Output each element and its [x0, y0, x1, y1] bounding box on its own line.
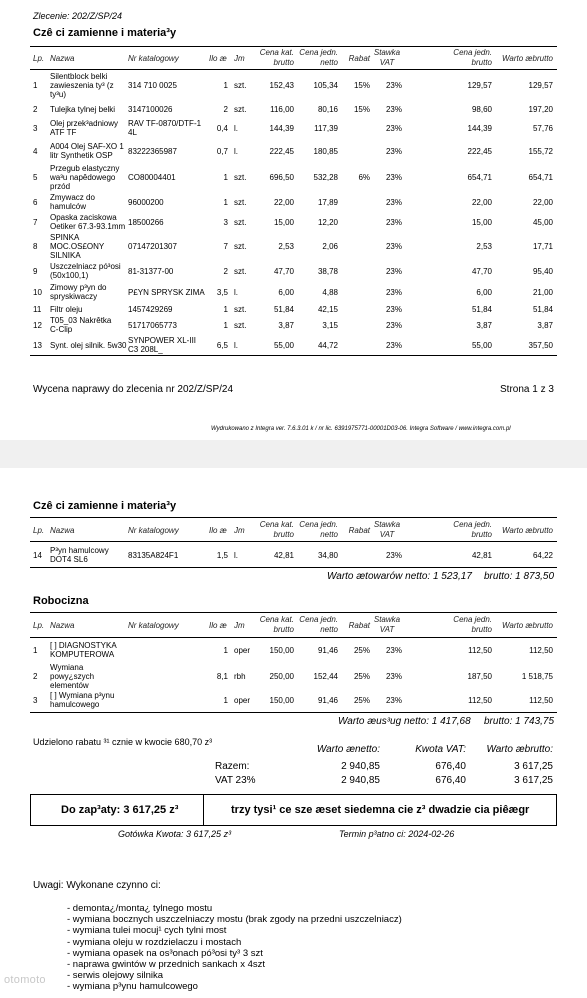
header-price-gross: Cena jedn.	[453, 520, 492, 529]
header-price-cat-2: brutto	[273, 530, 294, 539]
part-name-line: C-Clip	[50, 325, 73, 334]
part-catalog-line: 83222365987	[128, 147, 177, 156]
part-vat: 23%	[385, 124, 402, 133]
remark-item: - wymiana opasek na os³onach pó³osi ty³ 3 szt	[67, 947, 263, 959]
remark-item: - demonta¿/monta¿ tylnego mostu	[67, 903, 213, 914]
part-qty: 1,5	[216, 551, 228, 560]
part-jm: l.	[234, 551, 238, 560]
labor-name-line: Wymiana	[50, 663, 84, 672]
header-qty: Ilo æ	[209, 621, 227, 630]
part-name-line: SILNIKA	[50, 251, 81, 260]
part-jm: szt.	[234, 198, 247, 207]
part-pnet: 2,06	[322, 242, 338, 251]
remark-item: - naprawa gwintów w przednich sankach x 4szt	[67, 959, 266, 970]
part-pnet: 532,28	[313, 173, 338, 182]
summary-vat-net: 2 940,85	[341, 775, 380, 786]
header-value-gross: Warto æbrutto	[502, 526, 553, 535]
part-qty: 1	[223, 321, 228, 330]
part-catalog-line: 314 710 0025	[128, 81, 177, 90]
labor-name-line: [ ] DIAGNOSTYKA	[50, 641, 117, 650]
part-pgross: 6,00	[476, 288, 492, 297]
part-qty: 1	[223, 198, 228, 207]
part-pcat: 6,00	[278, 288, 294, 297]
part-lp: 11	[33, 305, 42, 314]
header-value-gross: Warto æbrutto	[502, 621, 553, 630]
part-pcat: 2,53	[278, 242, 294, 251]
header-price-cat: Cena kat.	[259, 520, 294, 529]
header-discount: Rabat	[348, 621, 370, 630]
part-pnet: 117,39	[314, 124, 338, 133]
labor-vat: 23%	[385, 696, 402, 705]
part-rab: 15%	[353, 105, 370, 114]
part-qty: 1	[223, 81, 228, 90]
part-lp: 9	[33, 267, 38, 276]
part-name-line: (50x100,1)	[50, 271, 89, 280]
part-jm: l.	[234, 124, 238, 133]
part-name-line: DOT4 SL6	[50, 555, 88, 564]
summary-header-gross: Warto æbrutto:	[486, 744, 553, 755]
section-title-parts-cont: Czê ci zamienne i materia³y	[33, 500, 177, 512]
part-name-line: Filtr oleju	[50, 305, 83, 314]
labor-jm: oper	[234, 696, 251, 705]
table-rule	[30, 517, 557, 518]
header-catalog: Nr katalogowy	[128, 621, 179, 630]
header-vat-2: VAT	[379, 530, 395, 539]
part-lp: 6	[33, 198, 38, 207]
quote-footer: Wycena naprawy do zlecenia nr 202/Z/SP/24	[33, 384, 234, 395]
header-name: Nazwa	[50, 621, 75, 630]
part-vat: 23%	[385, 321, 402, 330]
part-catalog-line: 4L	[128, 128, 137, 137]
section-title-parts: Czê ci zamienne i materia³y	[33, 27, 177, 39]
labor-val: 1 518,75	[521, 672, 553, 681]
header-vat-2: VAT	[379, 625, 395, 634]
part-pcat: 144,39	[269, 124, 294, 133]
part-qty: 2	[223, 105, 228, 114]
part-pgross: 222,45	[467, 147, 492, 156]
part-pcat: 51,84	[273, 305, 294, 314]
labor-val: 112,50	[529, 696, 553, 705]
remarks-title: Uwagi: Wykonane czynno ci:	[33, 880, 161, 891]
part-pcat: 222,45	[269, 147, 294, 156]
part-name-line: Olej przek³adniowy	[50, 119, 119, 128]
to-pay: Do zap³aty: 3 617,25 z³	[61, 804, 179, 816]
part-catalog-line: C3 208L_	[128, 345, 163, 354]
part-vat: 23%	[385, 267, 402, 276]
part-val: 22,00	[532, 198, 553, 207]
header-price-cat-2: brutto	[273, 625, 294, 634]
table-rule	[30, 46, 557, 47]
part-lp: 13	[33, 341, 42, 350]
part-name-line: litr Synthetik OSP	[50, 151, 113, 160]
part-vat: 23%	[385, 105, 402, 114]
part-jm: szt.	[234, 242, 247, 251]
part-pgross: 144,39	[467, 124, 492, 133]
order-number: Zlecenie: 202/Z/SP/24	[33, 11, 123, 21]
part-qty: 3,5	[216, 288, 228, 297]
part-jm: szt.	[234, 173, 247, 182]
header-price-unit: Cena jedn.	[299, 615, 338, 624]
table-rule	[30, 612, 557, 613]
parts-total-gross: brutto: 1 873,50	[484, 571, 555, 582]
payment-term: Termin p³atno ci: 2024-02-26	[339, 829, 455, 839]
payment-box-divider	[203, 795, 204, 825]
part-name-line: wa³u napêdowego	[50, 173, 116, 182]
part-lp: 5	[33, 173, 38, 182]
part-val: 64,22	[532, 551, 553, 560]
part-pnet: 38,78	[317, 267, 338, 276]
part-lp: 7	[33, 218, 38, 227]
part-pnet: 17,89	[317, 198, 338, 207]
part-name-line: Opaska zaciskowa	[50, 213, 117, 222]
header-qty: Ilo æ	[209, 526, 227, 535]
part-val: 3,87	[537, 321, 553, 330]
labor-total-net: Warto æus³ug netto: 1 417,68	[338, 716, 471, 727]
part-qty: 7	[223, 242, 228, 251]
summary-razem-net: 2 940,85	[341, 761, 380, 772]
part-vat: 23%	[385, 341, 402, 350]
summary-header-vat: Kwota VAT:	[415, 744, 466, 755]
part-lp: 8	[33, 242, 38, 251]
part-vat: 23%	[385, 551, 402, 560]
labor-name-line: powy¿szych	[50, 672, 95, 681]
part-rab: 15%	[353, 81, 370, 90]
labor-qty: 1	[223, 696, 228, 705]
part-name-line: zawieszenia ty³ (z	[50, 81, 114, 90]
part-jm: l.	[234, 288, 238, 297]
part-lp: 10	[33, 288, 42, 297]
labor-total-gross: brutto: 1 743,75	[484, 716, 555, 727]
header-unit: Jm	[234, 54, 245, 63]
part-vat: 23%	[385, 198, 402, 207]
labor-pcat: 150,00	[269, 696, 294, 705]
labor-pgross: 112,50	[468, 646, 492, 655]
table-rule	[30, 69, 557, 70]
labor-lp: 1	[33, 646, 38, 655]
header-lp: Lp.	[33, 54, 45, 63]
summary-vat-gross: 3 617,25	[514, 775, 553, 786]
labor-name-line: KOMPUTEROWA	[50, 650, 115, 659]
part-name-line: Oetiker 67.3-93.1mm	[50, 222, 126, 231]
part-vat: 23%	[385, 242, 402, 251]
part-pnet: 44,72	[317, 341, 338, 350]
parts-total-net: Warto ætowarów netto: 1 523,17	[327, 571, 472, 582]
header-price-cat: Cena kat.	[259, 615, 294, 624]
part-pcat: 15,00	[273, 218, 294, 227]
header-value-gross: Warto æbrutto	[502, 54, 553, 63]
header-vat: Stawka	[373, 520, 401, 529]
labor-pcat: 150,00	[269, 646, 294, 655]
summary-razem-vat: 676,40	[435, 761, 466, 772]
part-jm: szt.	[234, 105, 247, 114]
header-price-unit-2: netto	[320, 58, 338, 67]
labor-pgross: 187,50	[467, 672, 492, 681]
part-name-line: Uszczelniacz pó³osi	[50, 262, 121, 271]
summary-razem-label: Razem:	[215, 761, 250, 772]
part-name-line: Silentblock belki	[50, 72, 108, 81]
part-val: 654,71	[528, 173, 553, 182]
watermark: otomoto	[4, 974, 46, 986]
part-name-line: Tulejka tylnej belki	[50, 105, 116, 114]
part-qty: 6,5	[216, 341, 228, 350]
part-qty: 2	[223, 267, 228, 276]
part-catalog-line: 07147201307	[128, 242, 177, 251]
part-pnet: 105,34	[313, 81, 338, 90]
remark-item: - wymiana tulei mocuj¹ cych tylni most	[67, 925, 227, 937]
part-pgross: 98,60	[471, 105, 492, 114]
header-vat: Stawka	[373, 48, 401, 57]
part-pgross: 51,84	[471, 305, 492, 314]
part-pcat: 42,81	[273, 551, 294, 560]
part-name-line: MOC.OS£ONY	[50, 242, 105, 251]
table-rule	[30, 355, 557, 356]
part-catalog-line: RAV TF-0870/DTF-1	[128, 119, 202, 128]
part-name-line: spryskiwaczy	[50, 292, 98, 301]
part-vat: 23%	[385, 81, 402, 90]
part-val: 155,72	[528, 147, 553, 156]
document-page-1	[0, 0, 587, 440]
part-jm: szt.	[234, 218, 247, 227]
part-jm: szt.	[234, 267, 247, 276]
part-name-line: ty³u)	[50, 90, 66, 99]
part-vat: 23%	[385, 173, 402, 182]
labor-vat: 23%	[385, 646, 402, 655]
part-lp: 14	[33, 551, 42, 560]
to-pay-words: trzy tysi¹ ce sze æset siedemna cie z³ dwadzie cia piêægr	[231, 804, 530, 816]
part-pcat: 152,43	[269, 81, 294, 90]
summary-razem-gross: 3 617,25	[514, 761, 553, 772]
part-pgross: 55,00	[471, 341, 492, 350]
header-price-unit: Cena jedn.	[299, 48, 338, 57]
part-catalog-line: 96000200	[128, 198, 164, 207]
part-pgross: 654,71	[467, 173, 492, 182]
header-unit: Jm	[234, 621, 245, 630]
part-catalog-line: CO80004401	[128, 173, 176, 182]
remark-item: - wymiana oleju w rozdzielaczu i mostach	[67, 936, 242, 948]
part-pnet: 180,85	[313, 147, 338, 156]
part-name-line: Przegub elastyczny	[50, 164, 120, 173]
part-jm: szt.	[234, 81, 247, 90]
part-qty: 3	[223, 218, 228, 227]
header-lp: Lp.	[33, 621, 45, 630]
part-qty: 1	[223, 173, 228, 182]
page-number: Strona 1 z 3	[500, 384, 554, 395]
part-jm: l.	[234, 341, 238, 350]
part-name-line: P³yn hamulcowy	[50, 546, 109, 555]
header-unit: Jm	[234, 526, 245, 535]
header-vat: Stawka	[373, 615, 401, 624]
header-price-cat-2: brutto	[273, 58, 294, 67]
header-price-unit: Cena jedn.	[299, 520, 338, 529]
part-pcat: 47,70	[273, 267, 294, 276]
part-name-line: przód	[50, 182, 71, 191]
part-pgross: 22,00	[471, 198, 492, 207]
part-name-line: ATF TF	[50, 128, 77, 137]
part-val: 21,00	[532, 288, 553, 297]
part-pgross: 42,81	[471, 551, 492, 560]
payment-cash: Gotówka Kwota: 3 617,25 z³	[118, 829, 232, 839]
table-rule	[30, 712, 557, 713]
part-name-line: hamulców	[50, 202, 87, 211]
part-vat: 23%	[385, 288, 402, 297]
part-pnet: 34,80	[317, 551, 338, 560]
header-price-gross-2: brutto	[471, 58, 492, 67]
labor-pnet: 152,44	[313, 672, 338, 681]
header-price-gross-2: brutto	[471, 625, 492, 634]
labor-qty: 8,1	[216, 672, 228, 681]
part-catalog-line: 81-31377-00	[128, 267, 174, 276]
labor-pcat: 250,00	[269, 672, 294, 681]
labor-name-line: hamulcowego	[50, 700, 100, 709]
part-jm: szt.	[234, 321, 247, 330]
labor-lp: 3	[33, 696, 38, 705]
part-pcat: 116,00	[270, 105, 294, 114]
part-vat: 23%	[385, 305, 402, 314]
header-discount: Rabat	[348, 526, 370, 535]
header-lp: Lp.	[33, 526, 45, 535]
part-qty: 0,7	[216, 147, 228, 156]
labor-rab: 25%	[353, 646, 370, 655]
part-vat: 23%	[385, 147, 402, 156]
part-pgross: 2,53	[476, 242, 492, 251]
payment-box	[30, 794, 557, 826]
part-qty: 1	[223, 305, 228, 314]
page-gap	[0, 440, 587, 468]
part-name-line: Synt. olej silnik. 5w30	[50, 341, 127, 350]
part-catalog-line: 51717065773	[128, 321, 177, 330]
labor-jm: oper	[234, 646, 251, 655]
part-pcat: 55,00	[273, 341, 294, 350]
header-vat-2: VAT	[379, 58, 395, 67]
part-name-line: A004 Olej SAF-XO 1	[50, 142, 124, 151]
part-catalog-line: 3147100026	[128, 105, 173, 114]
part-catalog-line: 83135A824F1	[128, 551, 179, 560]
table-rule	[30, 541, 557, 542]
labor-rab: 25%	[353, 672, 370, 681]
part-lp: 12	[33, 321, 42, 330]
table-rule	[30, 567, 557, 568]
header-price-gross-2: brutto	[471, 530, 492, 539]
part-catalog-line: SYNPOWER XL-III	[128, 336, 197, 345]
part-catalog-line: 18500266	[128, 218, 164, 227]
part-lp: 1	[33, 81, 38, 90]
part-pnet: 4,88	[322, 288, 338, 297]
part-pnet: 80,16	[317, 105, 338, 114]
labor-qty: 1	[223, 646, 228, 655]
discount-note: Udzielono rabatu ³¹ cznie w kwocie 680,70 z³	[33, 737, 213, 747]
labor-val: 112,50	[529, 646, 553, 655]
header-price-unit-2: netto	[320, 530, 338, 539]
header-catalog: Nr katalogowy	[128, 54, 179, 63]
part-pcat: 22,00	[273, 198, 294, 207]
table-rule	[30, 637, 557, 638]
labor-vat: 23%	[385, 672, 402, 681]
part-jm: l.	[234, 147, 238, 156]
part-val: 95,40	[532, 267, 553, 276]
part-val: 17,71	[532, 242, 553, 251]
section-title-labor: Robocizna	[33, 595, 89, 607]
part-jm: szt.	[234, 305, 247, 314]
part-val: 45,00	[532, 218, 553, 227]
summary-header-net: Warto ænetto:	[316, 744, 380, 755]
summary-vat-label: VAT 23%	[215, 775, 256, 786]
part-pcat: 3,87	[278, 321, 294, 330]
part-pcat: 696,50	[269, 173, 294, 182]
summary-vat-vat: 676,40	[435, 775, 466, 786]
header-discount: Rabat	[348, 54, 370, 63]
labor-name-line: elementów	[50, 681, 89, 690]
part-name-line: Zimowy p³yn do	[50, 283, 107, 292]
part-val: 357,50	[528, 341, 553, 350]
part-val: 51,84	[532, 305, 553, 314]
part-catalog-line: 1457429269	[128, 305, 173, 314]
part-pnet: 42,15	[317, 305, 338, 314]
part-pgross: 3,87	[476, 321, 492, 330]
labor-rab: 25%	[353, 696, 370, 705]
labor-lp: 2	[33, 672, 38, 681]
part-val: 129,57	[528, 81, 553, 90]
part-name-line: T05_03 Nakrêtka	[50, 316, 112, 325]
part-name-line: Zmywacz do	[50, 193, 95, 202]
header-price-gross: Cena jedn.	[453, 615, 492, 624]
labor-name-line: [ ] Wymiana p³ynu	[50, 691, 115, 700]
header-price-gross: Cena jedn.	[453, 48, 492, 57]
labor-pnet: 91,46	[317, 646, 338, 655]
part-pgross: 47,70	[471, 267, 492, 276]
part-lp: 4	[33, 147, 38, 156]
labor-pgross: 112,50	[468, 696, 492, 705]
part-val: 197,20	[528, 105, 553, 114]
header-qty: Ilo æ	[209, 54, 227, 63]
header-name: Nazwa	[50, 526, 75, 535]
part-catalog-line: P£YN SPRYSK ZIMA	[128, 288, 205, 297]
remark-item: - serwis olejowy silnika	[67, 970, 164, 982]
labor-pnet: 91,46	[317, 696, 338, 705]
header-name: Nazwa	[50, 54, 75, 63]
part-qty: 0,4	[216, 124, 228, 133]
remark-item: - wymiana bocznych uszczelniaczy mostu (brak zgody na przedni uszczelniacz)	[67, 914, 402, 926]
part-pgross: 129,57	[467, 81, 492, 90]
remark-item: - wymiana p³ynu hamulcowego	[67, 981, 198, 993]
part-pgross: 15,00	[471, 218, 492, 227]
part-val: 57,76	[532, 124, 553, 133]
part-name-line: SPINKA	[50, 233, 80, 242]
printed-by: Wydrukowano z Integra ver. 7.6.3.01 k / nr lic. 6391975771-00001D03-06. Integra Software / www.integra.com.pl	[211, 426, 511, 432]
part-rab: 6%	[358, 173, 370, 182]
part-lp: 2	[33, 105, 38, 114]
part-pnet: 3,15	[322, 321, 338, 330]
header-catalog: Nr katalogowy	[128, 526, 179, 535]
labor-jm: rbh	[234, 672, 246, 681]
part-lp: 3	[33, 124, 38, 133]
part-vat: 23%	[385, 218, 402, 227]
header-price-unit-2: netto	[320, 625, 338, 634]
part-pnet: 12,20	[317, 218, 338, 227]
header-price-cat: Cena kat.	[259, 48, 294, 57]
